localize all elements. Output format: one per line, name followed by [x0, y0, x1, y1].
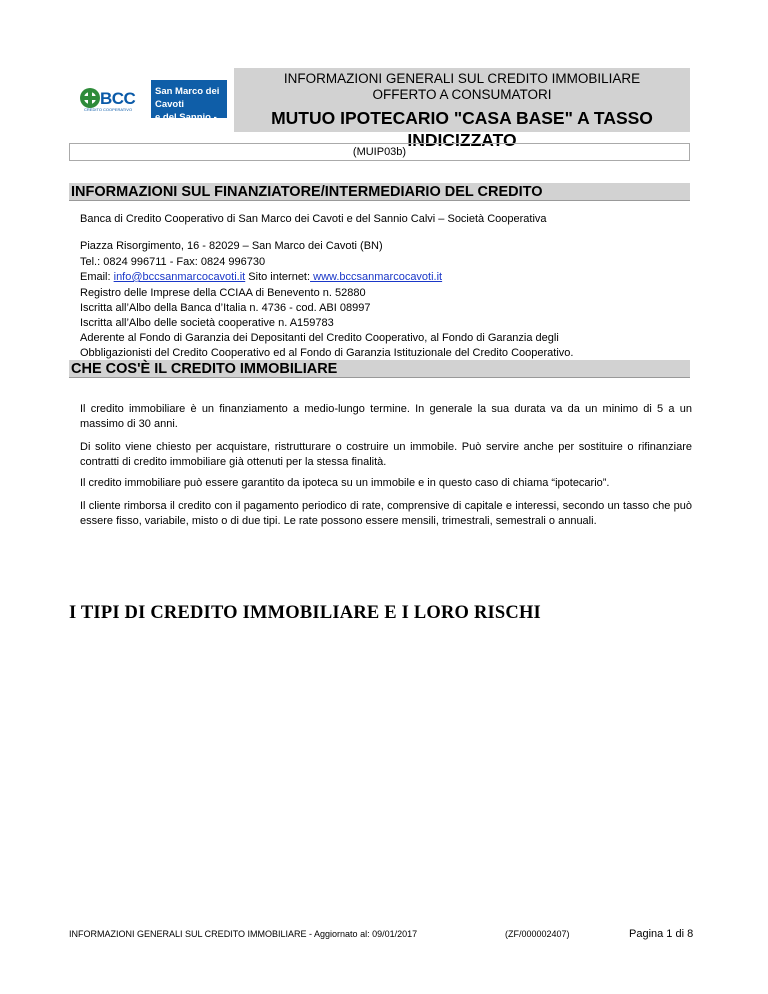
site-label: Sito internet:	[245, 271, 311, 283]
logo-name-line2: e del Sannio - Calvi	[155, 112, 217, 136]
registry: Registro delle Imprese della CCIAA di Benevento n. 52880	[80, 287, 366, 299]
bank-logo	[76, 80, 227, 136]
bank-phone: Tel.: 0824 996711 - Fax: 0824 996730	[80, 256, 266, 268]
bank-name: Banca di Credito Cooperativo di San Marco dei Cavoti e del Sannio Calvi – Società Cooperativa	[80, 213, 547, 225]
document-title-cont: INDICIZZATO	[407, 130, 517, 150]
section-title-types-risks: I TIPI DI CREDITO IMMOBILIARE E I LORO RISCHI	[69, 603, 541, 623]
section-title-what-is: CHE COS'È IL CREDITO IMMOBILIARE	[69, 360, 690, 378]
albo-coop: Iscritta all’Albo delle società cooperative n. A159783	[80, 317, 334, 329]
bank-contacts	[80, 270, 442, 285]
paragraph-purpose: Di solito viene chiesto per acquistare, ristrutturare o costruire un immobile. Può servire anche per sostituire o rifinanziare contratti di credito immobiliare già ottenuti per la stessa finalità.	[80, 441, 692, 468]
footer-code: (ZF/000002407)	[505, 929, 570, 939]
paragraph-repayment: Il cliente rimborsa il credito con il pagamento periodico di rate, comprensive di capitale e interessi, secondo un tasso che può essere fisso, variabile, misto o di due tipi. Le rate possono essere mensili, trimestrali, semestrali o annuali.	[80, 500, 692, 527]
page-number: Pagina 1 di 8	[629, 928, 694, 940]
document-code: (MUIP03b)	[69, 143, 690, 161]
albo-bank: Iscritta all’Albo della Banca d’Italia n. 4736 - cod. ABI 08997	[80, 302, 371, 314]
logo-brand: BCC	[100, 89, 136, 108]
email-link[interactable]: info@bccsanmarcocavoti.it	[113, 271, 246, 283]
email-label: Email:	[80, 271, 114, 283]
guarantee-fund-line2: Obbligazionisti del Credito Cooperativo ed al Fondo di Garanzia Istituzionale del Credito Cooperativo.	[80, 347, 574, 359]
paragraph-duration: Il credito immobiliare è un finanziamento a medio-lungo termine. In generale la sua durata va da un minimo di 5 a un massimo di 30 anni.	[80, 403, 692, 430]
bank-address: Piazza Risorgimento, 16 - 82029 – San Marco dei Cavoti (BN)	[80, 240, 383, 252]
footer-info: INFORMAZIONI GENERALI SUL CREDITO IMMOBILIARE - Aggiornato al: 09/01/2017	[69, 929, 418, 939]
guarantee-fund-line1: Aderente al Fondo di Garanzia dei Depositanti del Credito Cooperativo, al Fondo di Garanzia degli	[80, 332, 559, 344]
header-line2: OFFERTO A CONSUMATORI	[372, 87, 552, 102]
document-header	[234, 68, 690, 150]
document-title: MUTUO IPOTECARIO "CASA BASE" A TASSO	[271, 108, 653, 128]
website-link[interactable]: www.bccsanmarcocavoti.it	[310, 271, 443, 283]
logo-bank-name	[151, 80, 227, 136]
logo-subtitle: CREDITO COOPERATIVO	[84, 107, 133, 112]
section-title-lender: INFORMAZIONI SUL FINANZIATORE/INTERMEDIARIO DEL CREDITO	[69, 183, 690, 201]
header-line1: INFORMAZIONI GENERALI SUL CREDITO IMMOBILIARE	[283, 71, 641, 86]
bcc-logo-icon	[79, 87, 101, 109]
paragraph-guarantee: Il credito immobiliare può essere garantito da ipoteca su un immobile e in questo caso di chiama “ipotecario”.	[80, 477, 610, 489]
logo-name-line1: San Marco dei Cavoti	[155, 86, 220, 110]
